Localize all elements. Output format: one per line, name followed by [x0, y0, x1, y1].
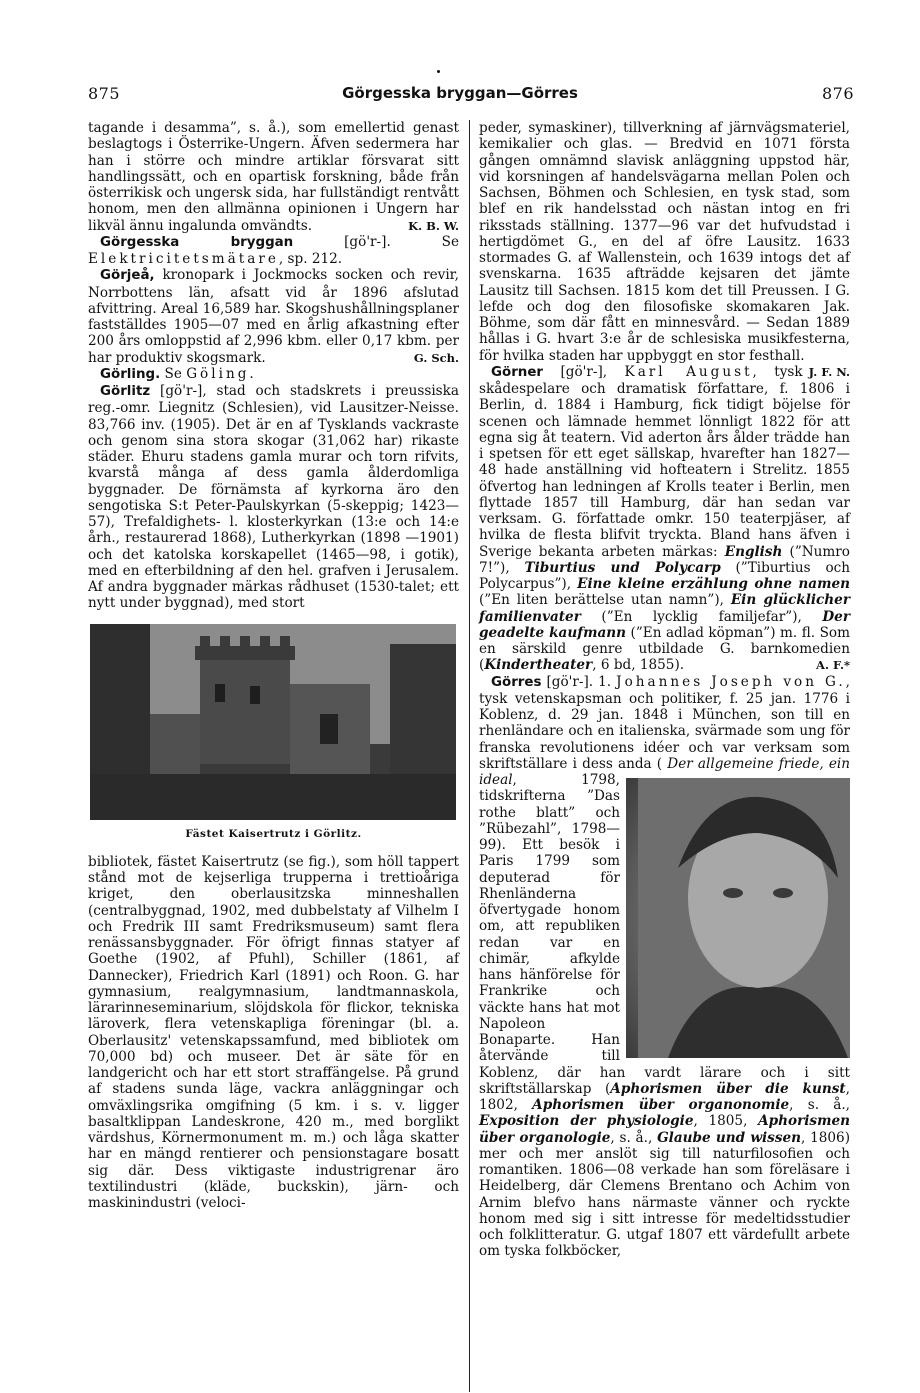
paragraph-text: bibliotek, fästet Kaisertrutz (se fig.), som höll tappert stånd mot de kejserliga trupperna i trettioåriga kriget, den oberlausitzska minneshallen (centralbyggnad, 1902, med dubbelstaty af Vilhelm I och Fredrik III samt Fredriksmuseum) samt flera renässansbyggnader. För öfrigt finnas statyer af Goethe (1902, af Pfuhl), Schiller (1861, af Dannecker), Friedrich Karl (1891) och Roon. G. har gymnasium, realgymnasium, landtmannaskola, lärarinneseminarium, slöjdskola för flickor, tekniska läroverk, flera vetenskapliga föreningar (bl. a. Oberlausitz' vetenskapssamfund, med bibliotek om 70,000 bd) och museer. Det är säte för en landgericht och har ett stort straffängelse. På grund af stadens sunda läge, vackra anläggningar och omväxlingsrika omgifning (5 km. i s. v. ligger basaltklippan Landeskrone, 420 m., med borglikt värdshus, Körnermonument m. m.) och låga skatter har en mängd rentierer och pensionstagare bosatt sig där. Dess viktigaste industrigrenar äro textilindustri (kläde, buckskin), järn- och maskinindustri (veloci- — [88, 853, 459, 1211]
author-signature: J. F. N. — [808, 364, 850, 379]
work-title: Glaube und wissen — [657, 1129, 802, 1146]
entry-text: kronopark i Jockmocks socken och revir, Norrbottens län, afsatt vid år 1896 afslutad afvittring. Areal 16,589 har. Skogshushållningsplaner fastställdes 1905—07 med en årlig afkastning efter 200 års omloppstid af 2,996 kbm. eller 0,17 kbm. per har produktiv skogsmark. — [88, 267, 459, 366]
entry-text: (”Tiburtius och Polycarpus”), — [479, 559, 850, 592]
author-signature: G. Sch. — [413, 350, 459, 365]
entry-text: (”En lycklig familjefar”), — [580, 608, 823, 625]
entry-text: , s. å., — [610, 1129, 658, 1146]
page-header — [0, 84, 920, 108]
entry-headword: Görjeå, — [100, 268, 155, 284]
work-title: Der geadelte kaufmann — [479, 608, 850, 641]
continued-paragraph — [88, 120, 459, 234]
entry-text: , s. å., — [789, 1097, 850, 1113]
entry-gorlitz — [88, 383, 459, 612]
running-title: Görgesska bryggan—Görres — [342, 84, 578, 102]
entry-text: [gö'r-]. 1. — [546, 673, 612, 690]
entry-text: (”Numro 7!”), — [479, 543, 850, 576]
work-title: Exposition der physiologie — [479, 1113, 694, 1130]
kaisertrutz-photo — [90, 624, 456, 820]
entry-text: [gö'r-], — [560, 363, 608, 380]
entry-text: [gö'r-]. Se — [344, 233, 460, 250]
person-name: Karl August — [624, 363, 753, 380]
entry-gorling — [88, 366, 459, 383]
entry-text: , 1806) mer och mer anslöt sig till naturfilosofien och romantiken. 1806—08 verkade han som föreläsare i Heidelberg, där Clemens Brentano och Achim von Arnim blefvo hans närmaste vänner och ryckte honom med sig i sitt intresse för medeltidsstudier och folklitteratur. G. utgaf 1807 ett värdefullt arbete om tyska folkböcker, — [479, 1129, 851, 1260]
entry-gorgesska-bryggan — [88, 234, 459, 268]
entry-text: , 1805, — [693, 1113, 759, 1130]
cross-reference: Göling — [186, 365, 250, 382]
entry-text: , sp. 212. — [278, 251, 343, 267]
entry-headword: Görlitz — [100, 384, 151, 399]
entry-text: , 6 bd, 1855). — [592, 657, 685, 674]
left-column — [88, 120, 459, 1211]
entry-text: . — [249, 365, 254, 382]
entry-gorres — [479, 674, 850, 1260]
figure-caption: Fästet Kaisertrutz i Görlitz. — [185, 827, 362, 840]
author-signature: A. F.* — [816, 658, 850, 673]
entry-text: Se — [164, 365, 182, 382]
person-name: Johannes Joseph von G. — [616, 673, 846, 690]
entry-text: (”En liten berättelse utan namn”), — [479, 592, 731, 609]
entry-headword: Görres — [491, 674, 542, 690]
entry-gorner — [479, 364, 850, 674]
entry-text: (”En adlad köpman”) m. fl. Som en särskild genre utbildade G. barnkomedien ( — [479, 624, 850, 674]
gorlitz-continued — [88, 854, 459, 1212]
author-signature: K. B. W. — [408, 218, 459, 233]
work-title: Eine kleine erzählung ohne namen — [577, 576, 850, 592]
right-page-number: 876 — [821, 84, 854, 103]
work-title: Kindertheater — [484, 657, 593, 674]
paragraph-text: tagande i desamma”, s. å.), som emellertid genast beslagtogs i Österrike-Ungern. Äfven sedermera har han i större och mindre artiklar försvarat sitt handlingssätt, och en opartisk forskning, både från österrikisk och ungersk sida, har fullständigt rentvått honom, men den allmänna opinionen i Ungern har likväl ännu ingalunda omvändts. — [88, 120, 459, 234]
entry-text: , 1802, — [479, 1080, 850, 1113]
left-page-number: 875 — [88, 84, 121, 103]
entry-text: [gö'r-], stad och stadskrets i preussiska reg.-omr. Liegnitz (Schlesien), vid Lausitzer-Neisse. 83,766 inv. (1905). Det är en af Tysklands vackraste och genom sina stora skogar (31,062 har) rikaste städer. Ehuru stadens gamla murar och torn rifvits, kvarstå många af dess gamla ålderdomliga byggnader. De förnämsta af kyrkorna äro den sengotiska S:t Peter-Paulskyrkan (5-skeppig; 1423—57), Trefaldighets- l. klosterkyrkan (13:e och 14:e årh., restaurerad 1868), Lutherkyrkan (1898 —1901) och det katolska korskapellet (1465—98, i gotik), med en efterbildning af den hel. grafven i Jerusalem. Af andra byggnader märkas rådhuset (1530-talet; ett nytt under byggnad), med stort — [88, 383, 460, 612]
entry-headword: Görner — [491, 364, 544, 380]
cross-reference: Elektricitetsmätare — [88, 251, 279, 267]
portrait-illustration — [638, 778, 850, 1058]
work-title: Aphorismen über organonomie — [532, 1097, 790, 1113]
figure-kaisertrutz — [88, 624, 459, 842]
work-title: Tiburtius und Polycarp — [524, 559, 721, 576]
entry-text: , tysk skådespelare och dramatisk författare, f. 1806 i Berlin, d. 1884 i Hamburg, fick tidigt böjelse för scenen och lämnade hemmet lönnligt 1822 för att egna sig åt teatern. Vid aderton års ålder trädde han i spetsen för ett eget sällskap, hvarefter han 1827—48 hade anställning vid hofteatern i Strelitz. 1855 öfvertog han ledningen af Krolls teater i Berlin, men flyttade 1857 till Hamburg, där han sedan var verksam. G. författade omkr. 150 teaterpjäser, af hvilka de flesta blifvit tryckta. Bland hans äfven i Sverige bekanta arbeten märkas: — [479, 363, 850, 560]
work-title: Aphorismen über die kunst — [610, 1080, 846, 1097]
entry-gorjea — [88, 267, 459, 366]
entry-text: , tysk vetenskapsman och politiker, f. 25 jan. 1776 i Koblenz, d. 29 jan. 1848 i München, son till en rhenländare och en italienska, svärmade som ung för franska revolutionens idéer och var verksam som skriftställare i dess anda ( — [479, 673, 850, 772]
entry-text: , 1798, tidskrifterna ”Das rothe blatt” och ”Rübezahl”, 1798—99). Ett besök i Paris 1799 som deputerad för Rhenländerna öfvertygade honom om, att republiken redan var en chimär, afkylde hans hänförelse för Frankrike och väckte hans hat mot Napoleon Bonaparte. Han återvände till Koblenz, där han vardt lärare och i sitt skriftställarskap ( — [479, 772, 850, 1097]
work-title: Aphorismen über organologie — [479, 1113, 850, 1146]
work-title: Ein glücklicher familienvater — [479, 592, 850, 625]
right-column — [479, 120, 850, 1260]
entry-headword: Görling. — [100, 366, 161, 382]
work-title: English — [724, 543, 783, 560]
column-divider — [469, 120, 470, 1392]
ink-dot — [437, 70, 440, 73]
fortress-illustration — [90, 624, 456, 820]
gorres-portrait — [626, 778, 850, 1058]
work-title: Der allgemeine friede, ein ideal — [479, 755, 850, 788]
entry-headword: Görgesska bryggan — [100, 234, 294, 250]
paragraph-text: peder, symaskiner), tillverkning af järnvägsmateriel, kemikalier och glas. — Bredvid en 1071 första gången omnämnd slavisk anläggning uppstod här, vid korsningen af handelsvägarna mellan Polen och Sachsen, Böhmen och Schlesien, en tysk stad, som blef en rik handelsstad och nästan intog en fri riksstads ställning. 1377—96 var det hufvudstad i hertigdömet G., en del af öfre Lausitz. 1633 stormades G. af Wallenstein, och 1639 intogs det af svenskarna. 1635 afträdde kejsaren det jämte Lausitz till Sachsen. 1815 kom det till Preussen. I G. lefde och dog den filosofiske skomakaren Jak. Böhme, som där fått en minnesvård. — Sedan 1889 hållas i G. hvart 3:e år de schlesiska musikfesterna, för hvilka staden har uppbyggt en stor festhall. — [479, 120, 850, 364]
